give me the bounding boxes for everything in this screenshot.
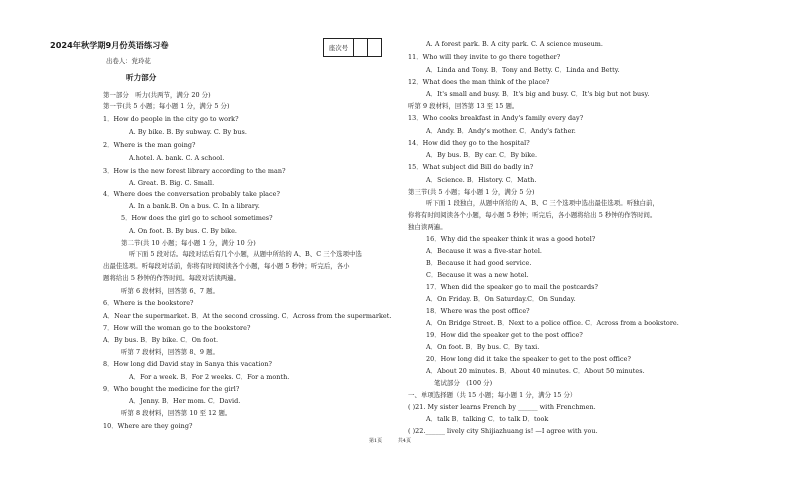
- text-line: A. On foot. B. By bus. C. By bike.: [129, 227, 237, 235]
- text-line: A．Because it was a five-star hotel.: [426, 247, 543, 255]
- text-line: 第二节(共 10 小题；每小题 1 分，满分 10 分): [121, 239, 256, 247]
- seat-label: 座次号: [324, 39, 354, 56]
- text-line: 7．How will the woman go to the bookstore?: [103, 324, 251, 332]
- text-line: 15．What subject did Bill do badly in?: [408, 163, 534, 171]
- text-line: A．About 20 minutes. B．About 40 minutes. C．About 50 minutes.: [426, 367, 645, 375]
- text-line: A.hotel. A. bank. C. A school.: [129, 154, 225, 162]
- text-line: 听第 8 段材料，回答第 10 至 12 题。: [121, 409, 232, 417]
- seat-cell: [368, 39, 381, 56]
- exam-author: 出卷人：党玲花: [106, 57, 151, 65]
- text-line: A. In a bank.B. On a bus. C. In a library.: [129, 202, 260, 210]
- text-line: 20．How long did it take the speaker to get to the post office?: [426, 355, 631, 363]
- text-line: B．Because it had good service.: [426, 259, 532, 267]
- text-line: 你将有时间阅读各个小题，每小题 5 秒钟；听完后，各小题将给出 5 秒钟的作答时间。: [408, 211, 657, 219]
- page-total: 共4页: [397, 438, 411, 444]
- text-line: 13．Who cooks breakfast in Andy's family every day?: [408, 114, 584, 122]
- text-line: A．On Bridge Street. B．Next to a police office. C．Across from a bookstore.: [426, 319, 679, 327]
- text-line: 6．Where is the bookstore?: [103, 299, 194, 307]
- text-line: 听第 9 段材料，回答第 13 至 15 题。: [408, 102, 519, 110]
- text-line: 16．Why did the speaker think it was a good hotel?: [426, 235, 596, 243]
- text-line: A．By bus. B．By bike. C．On foot.: [103, 336, 219, 344]
- text-line: A. A forest park. B. A city park. C. A science museum.: [426, 40, 603, 48]
- text-line: ( )22.______ lively city Shijiazhuang is! —I agree with you.: [408, 427, 598, 435]
- seat-cell: [354, 39, 368, 56]
- text-line: 19．How did the speaker get to the post office?: [426, 331, 583, 339]
- text-line: A．By bus. B．By car. C．By bike.: [426, 151, 538, 159]
- text-line: A．Jenny. B．Her mom. C．David.: [129, 397, 241, 405]
- page-number: 第1页: [369, 438, 383, 444]
- text-line: C．Because it was a new hotel.: [426, 271, 529, 279]
- text-line: 听下面 1 段独白，从题中所给的 A、B、C 三个选项中选出最佳选项。听独白前，: [426, 199, 659, 207]
- text-line: 8．How long did David stay in Sanya this vacation?: [103, 360, 273, 368]
- text-line: 一、单项选择题（共 15 小题；每小题 1 分，满分 15 分）: [408, 391, 577, 399]
- text-line: 14．How did they go to the hospital?: [408, 139, 530, 147]
- text-line: 听第 6 段材料，回答第 6、7 题。: [121, 287, 219, 295]
- text-line: 第一节(共 5 小题；每小题 1 分，满分 5 分): [103, 102, 230, 110]
- text-line: 2．Where is the man going?: [103, 141, 196, 149]
- text-line: A．Near the supermarket. B．At the second crossing. C．Across from the supermarket.: [103, 312, 392, 320]
- page-footer: [369, 437, 425, 444]
- text-line: 12．What does the man think of the place?: [408, 78, 550, 86]
- text-line: 18．Where was the post office?: [426, 307, 530, 315]
- text-line: A．Andy. B．Andy's mother. C．Andy's father.: [426, 127, 576, 135]
- text-line: A. By bike. B. By subway. C. By bus.: [129, 128, 247, 136]
- text-line: 听下面 5 段对话。每段对话后有几个小题，从题中所给的 A、B、C 三个选项中选: [129, 250, 362, 258]
- text-line: A. Great. B. Big. C. Small.: [129, 179, 215, 187]
- text-line: A．On foot. B．By bus. C．By taxi.: [426, 343, 540, 351]
- text-line: 9．Who bought the medicine for the girl?: [103, 385, 240, 393]
- text-line: 4．Where does the conversation probably take place?: [103, 190, 280, 198]
- text-line: A．talk B．talking C．to talk D．took: [426, 415, 549, 423]
- text-line: A．Science. B．History. C．Math.: [426, 176, 537, 184]
- text-line: A．Linda and Tony. B．Tony and Betty. C．Linda and Betty.: [426, 66, 620, 74]
- listening-section-title: 听力部分: [126, 73, 157, 82]
- text-line: 1．How do people in the city go to work?: [103, 115, 239, 123]
- text-line: 听第 7 段材料，回答第 8、9 题。: [121, 348, 219, 356]
- text-line: 17．When did the speaker go to mail the postcards?: [426, 283, 598, 291]
- text-line: A．On Friday. B．On Saturday.C．On Sunday.: [426, 295, 576, 303]
- text-line: 10．Where are they going?: [103, 422, 193, 430]
- seat-number-box: [323, 38, 382, 57]
- text-line: 第三节(共 5 小题；每小题 1 分，满分 5 分): [408, 188, 535, 196]
- text-line: 第一部分 听力(共两节，满分 20 分): [103, 91, 211, 99]
- text-line: 5．How does the girl go to school sometimes?: [121, 214, 273, 222]
- text-line: 笔试部分 (100 分): [434, 379, 493, 387]
- text-line: ( )21. My sister learns French by ______ with Frenchmen.: [408, 403, 596, 411]
- text-line: A．For a week. B．For 2 weeks. C．For a month.: [129, 373, 290, 381]
- text-line: 题将给出 5 秒钟的作答时间。每段对话读两遍。: [103, 274, 241, 282]
- text-line: 独白读两遍。: [408, 223, 447, 231]
- text-line: 3．How is the new forest library according to the man?: [103, 167, 286, 175]
- exam-title: 2024年秋学期9月份英语练习卷: [50, 40, 169, 50]
- text-line: 11．Who will they invite to go there together?: [408, 53, 561, 61]
- text-line: A．It's small and busy. B．It's big and busy. C．It's big but not busy.: [426, 90, 650, 98]
- text-line: 出最佳选项。听每段对话前，你将有时间阅读各个小题，每小题 5 秒钟；听完后，各小: [103, 262, 350, 270]
